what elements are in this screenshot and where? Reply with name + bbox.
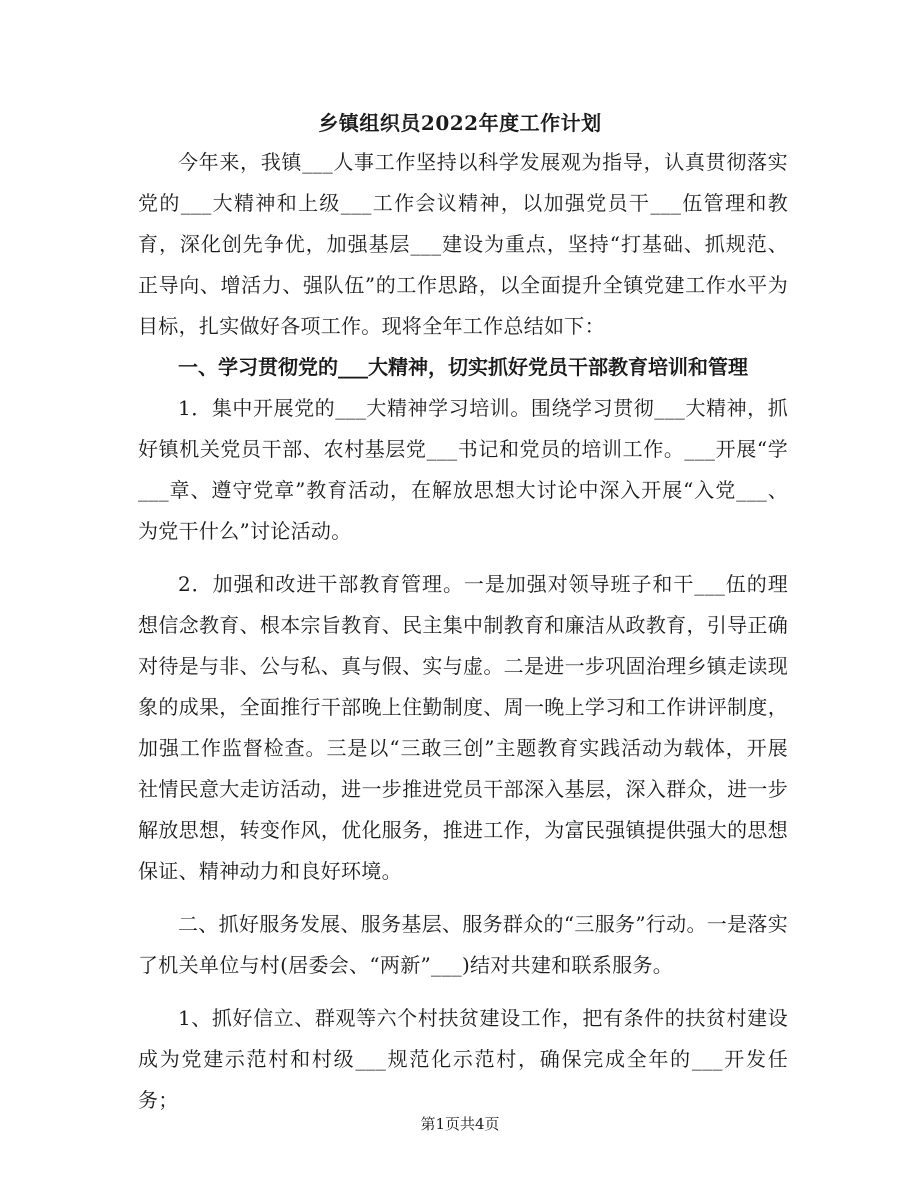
document-title: 乡镇组织员2022年度工作计划 — [318, 111, 602, 135]
section-heading-1: 一、学习贯彻党的___大精神，切实抓好党员干部教育培训和管理 — [178, 355, 748, 379]
item-paragraph-2: 2．加强和改进干部教育管理。一是加强对领导班子和干___伍的理想信念教育、根本宗旨教育、民主集中制教育和廉洁从政教育，引导正确对待是与非、公与私、真与假、实与虚。二是进一步巩固治理乡镇走读现象的成果，全面推行干部晚上住勤制度、周一晚上学习和工作讲评制度，加强工作监督检查。三是以“三敢三创”主题教育实践活动为载体，开展社情民意大走访活动，进一步推进党员干部深入基层，深入群众，进一步解放思想，转变作风，优化服务，推进工作，为富民强镇提供强大的思想保证、精神动力和良好环境。 — [138, 572, 788, 883]
item-paragraph-1: 1．集中开展党的___大精神学习培训。围绕学习贯彻___大精神，抓好镇机关党员干部、农村基层党___书记和党员的培训工作。___开展“学___章、遵守党章”教育活动，在解放思想大讨论中深入开展“入党___、为党干什么”讨论活动。 — [138, 396, 788, 543]
sub-item-paragraph-1: 1、抓好信立、群观等六个村扶贫建设工作，把有条件的扶贫村建设成为党建示范村和村级___规范化示范村，确保完成全年的___开发任务； — [138, 1006, 788, 1112]
page-footer: 第1页共4页 — [420, 1115, 500, 1133]
section-paragraph-2: 二、抓好服务发展、服务基层、服务群众的“三服务”行动。一是落实了机关单位与村(居委会、“两新”___)结对共建和联系服务。 — [138, 912, 788, 977]
document-body — [138, 142, 788, 1121]
intro-paragraph: 今年来，我镇___人事工作坚持以科学发展观为指导，认真贯彻落实党的___大精神和上级___工作会议精神，以加强党员干___伍管理和教育，深化创先争优，加强基层___建设为重点，坚持“打基础、抓规范、正导向、增活力、强队伍”的工作思路，以全面提升全镇党建工作水平为目标，扎实做好各项工作。现将全年工作总结如下： — [138, 150, 788, 338]
